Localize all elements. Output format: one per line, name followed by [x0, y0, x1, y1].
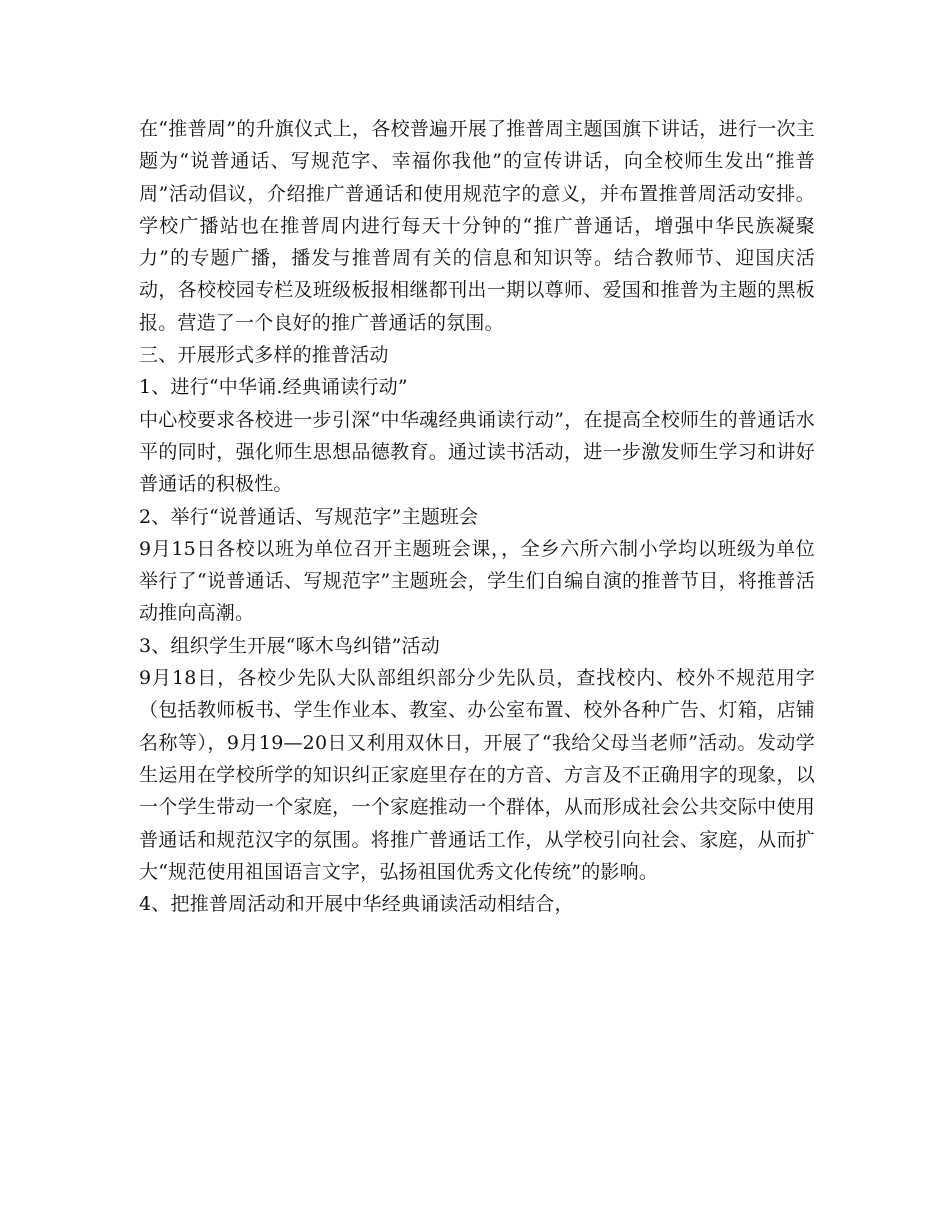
item-heading-1: 1、进行“中华诵.经典诵读行动”: [139, 376, 408, 399]
document-body: [139, 113, 815, 920]
paragraph-woodpecker: 9月18日，各校少先队大队部组织部分少先队员，查找校内、校外不规范用字（包括教师板书、学生作业本、教室、办公室布置、校外各种广告、灯箱，店铺名称等），9月19—20日又利用双休日，开展了“我给父母当老师”活动。发动学生运用在学校所学的知识纠正家庭里存在的方音、方言及不正确用字的现象，以一个学生带动一个家庭，一个家庭推动一个群体，从而形成社会公共交际中使用普通话和规范汉字的氛围。将推广普通话工作，从学校引向社会、家庭，从而扩大“规范使用祖国语言文字，弘扬祖国优秀文化传统”的影响。: [139, 667, 815, 883]
paragraph-class-meeting: 9月15日各校以班为单位召开主题班会课，，全乡六所六制小学均以班级为单位举行了“说普通话、写规范字”主题班会，学生们自编自演的推普节目，将推普活动推向高潮。: [139, 537, 815, 625]
item-heading-2: 2、举行“说普通话、写规范字”主题班会: [139, 505, 479, 528]
item-heading-4: 4、把推普周活动和开展中华经典诵读活动相结合，: [139, 893, 574, 916]
paragraph-flag-ceremony: 在“推普周”的升旗仪式上，各校普遍开展了推普周主题国旗下讲话，进行一次主题为“说普通话、写规范字、幸福你我他”的宣传讲话，向全校师生发出“推普周”活动倡议，介绍推广普通话和使用规范字的意义，并布置推普周活动安排。学校广播站也在推普周内进行每天十分钟的“推广普通话，增强中华民族凝聚力”的专题广播，播发与推普周有关的信息和知识等。结合教师节、迎国庆活动，各校校园专栏及班级板报相继都刊出一期以尊师、爱国和推普为主题的黑板报。营造了一个良好的推广普通话的氛围。: [139, 118, 815, 334]
paragraph-classic-reading: 中心校要求各校进一步引深“中华魂经典诵读行动”，在提高全校师生的普通话水平的同时，强化师生思想品德教育。通过读书活动，进一步激发师生学习和讲好普通话的积极性。: [139, 408, 815, 496]
section-heading-activities: 三、开展形式多样的推普活动: [139, 344, 389, 367]
item-heading-3: 3、组织学生开展“啄木鸟纠错”活动: [139, 634, 440, 657]
